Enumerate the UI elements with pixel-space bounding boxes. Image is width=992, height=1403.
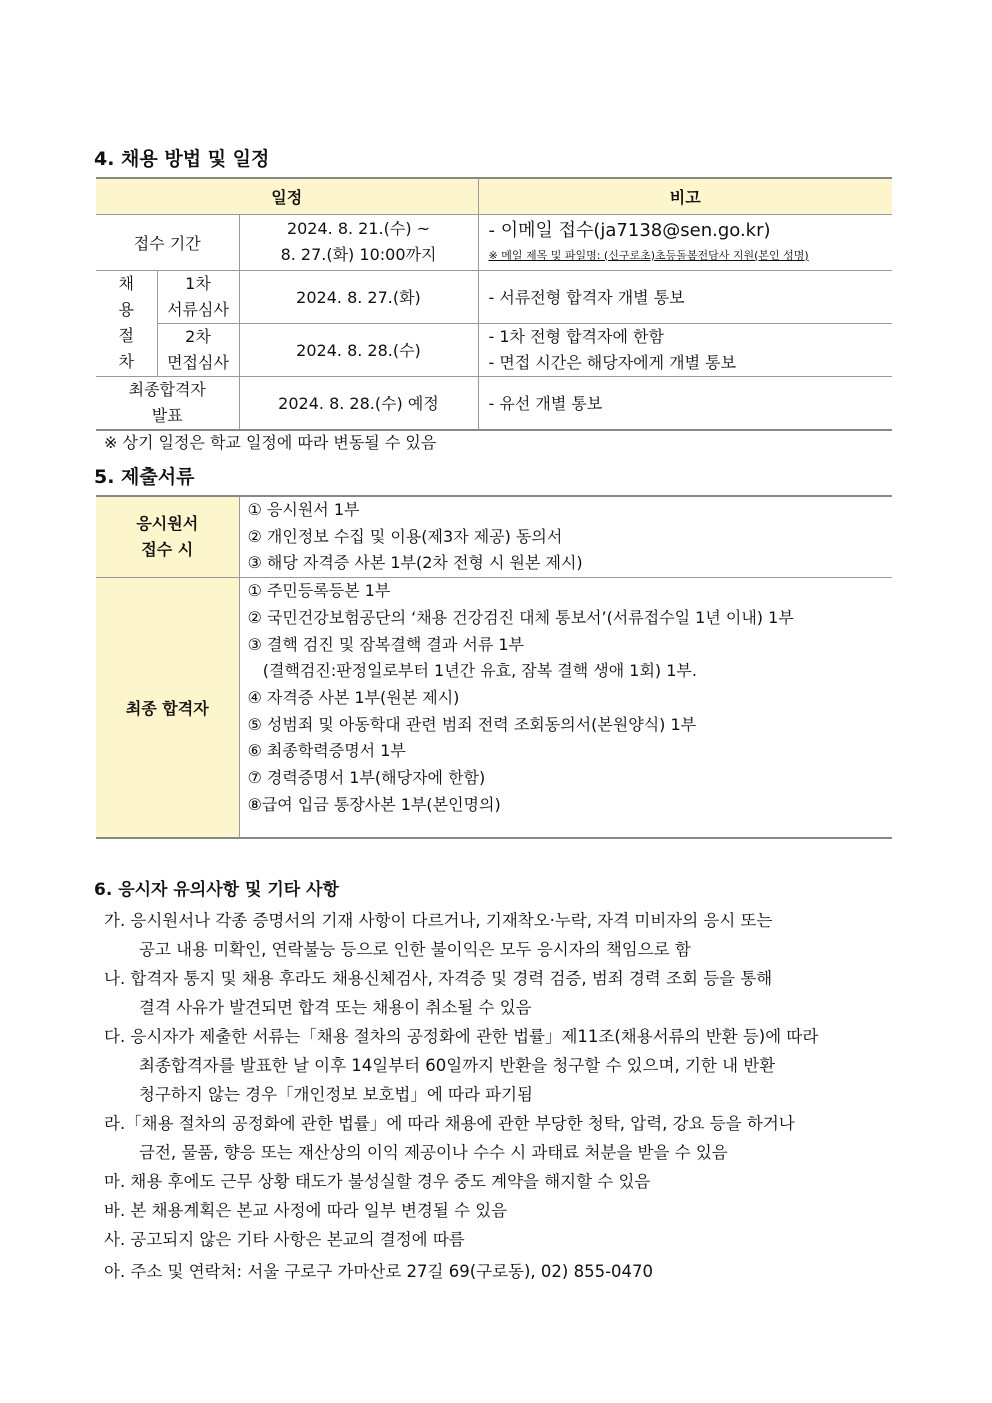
notice-item — [104, 1167, 884, 1196]
table-row — [96, 323, 892, 376]
final-date: 2024. 8. 28.(수) 예정 — [239, 376, 478, 430]
notice-item — [104, 1022, 884, 1109]
application-documents — [239, 496, 892, 578]
procedure-char: 용 — [118, 300, 134, 319]
document-item: ① 주민등록등본 1부 — [247, 581, 391, 601]
notice-line: 청구하지 않는 경우「개인정보 보호법」에 따라 파기됨 — [139, 1085, 533, 1104]
table-row — [96, 496, 892, 578]
table-row — [96, 214, 892, 270]
notice-item — [104, 1257, 884, 1286]
document-item: ② 국민건강보험공단의 ‘채용 건강검진 대체 통보서’(서류접수일 1년 이내) 1부 — [247, 607, 794, 627]
document-item: ① 응시원서 1부 — [247, 500, 360, 519]
first-stage-sublabel: 서류심사 — [167, 299, 229, 319]
procedure-label — [96, 270, 157, 376]
procedure-char: 차 — [118, 352, 134, 371]
application-label: 응시원서 — [136, 514, 199, 534]
final-note: - 유선 개별 통보 — [478, 376, 892, 430]
section4-title: 4. 채용 방법 및 일정 — [94, 148, 270, 170]
document-item: ③ 해당 자격증 사본 1부(2차 전형 시 원본 제시) — [247, 553, 583, 573]
first-stage-date: 2024. 8. 27.(화) — [239, 270, 478, 323]
procedure-char: 채 — [118, 274, 134, 293]
schedule-footnote: ※ 상기 일정은 학교 일정에 따라 변동될 수 있음 — [104, 433, 437, 452]
notice-line: 결격 사유가 발견되면 합격 또는 채용이 취소될 수 있음 — [139, 998, 532, 1017]
second-stage-label: 2차 — [185, 326, 211, 346]
document-item: ⑥ 최종학력증명서 1부 — [247, 741, 406, 761]
notice-item — [104, 906, 884, 964]
procedure-char: 절 — [118, 326, 134, 345]
table-row — [96, 578, 892, 838]
notice-line: 마. 채용 후에도 근무 상황 태도가 불성실할 경우 중도 계약을 해지할 수 있음 — [104, 1172, 651, 1191]
second-stage-note: - 1차 전형 합격자에 한함 — [488, 326, 664, 346]
receipt-label: 접수 기간 — [96, 214, 239, 270]
notice-item — [104, 1109, 884, 1167]
notice-item — [104, 1225, 884, 1254]
notice-line: 사. 공고되지 않은 기타 사항은 본교의 결정에 따름 — [104, 1230, 465, 1249]
email-note: - 이메일 접수(ja7138@sen.go.kr) — [488, 219, 771, 241]
final-documents — [239, 578, 892, 838]
notice-line: 아. 주소 및 연락처: 서울 구로구 가마산로 27길 69(구로동), 02) 855-0470 — [104, 1262, 654, 1281]
schedule-table — [96, 177, 892, 431]
email-subject-note: ※ 메일 제목 및 파일명: (신구로초)초등돌봄전담사 지원(본인 성명) — [488, 248, 809, 262]
header-remarks: 비고 — [478, 178, 892, 214]
receipt-date-end: 8. 27.(화) 10:00까지 — [280, 245, 437, 264]
notice-line: 다. 응시자가 제출한 서류는「채용 절차의 공정화에 관한 법률」제11조(채용서류의 반환 등)에 따라 — [104, 1027, 819, 1046]
final-documents-label: 최종 합격자 — [96, 578, 239, 838]
receipt-date-start: 2024. 8. 21.(수) ~ — [286, 219, 431, 238]
notice-list — [104, 906, 884, 1286]
notice-item — [104, 1196, 884, 1225]
first-stage-label: 1차 — [185, 273, 211, 293]
second-stage-date: 2024. 8. 28.(수) — [239, 323, 478, 376]
final-label: 최종합격자 — [128, 379, 206, 399]
notice-line: 공고 내용 미확인, 연락불능 등으로 인한 불이익은 모두 응시자의 책임으로 함 — [139, 940, 691, 959]
section5-title: 5. 제출서류 — [94, 466, 195, 488]
document-item: ⑧급여 입금 통장사본 1부(본인명의) — [247, 794, 501, 814]
notice-line: 최종합격자를 발표한 날 이후 14일부터 60일까지 반환을 청구할 수 있으며, 기한 내 반환 — [139, 1056, 776, 1075]
notice-item — [104, 964, 884, 1022]
document-item: ⑤ 성범죄 및 아동학대 관련 범죄 전력 조회동의서(본원양식) 1부 — [247, 714, 697, 734]
documents-table — [96, 495, 892, 839]
notice-line: 나. 합격자 통지 및 채용 후라도 채용신체검사, 자격증 및 경력 검증, 범죄 경력 조회 등을 통해 — [104, 969, 773, 988]
table-row — [96, 270, 892, 323]
header-schedule: 일정 — [96, 178, 478, 214]
notice-line: 금전, 물품, 향응 또는 재산상의 이익 제공이나 수수 시 과태료 처분을 받을 수 있음 — [139, 1143, 728, 1162]
document-item: ⑦ 경력증명서 1부(해당자에 한함) — [247, 768, 486, 788]
table-row — [96, 376, 892, 430]
notice-line: 라.「채용 절차의 공정화에 관한 법률」에 따라 채용에 관한 부당한 청탁, 압력, 강요 등을 하거나 — [104, 1114, 795, 1133]
document-item: ④ 자격증 사본 1부(원본 제시) — [247, 687, 460, 707]
document-item: (결핵검진:판정일로부터 1년간 유효, 잠복 결핵 생애 1회) 1부. — [247, 661, 697, 681]
final-sublabel: 발표 — [151, 405, 183, 425]
application-sublabel: 접수 시 — [141, 540, 194, 560]
first-stage-note: - 서류전형 합격자 개별 통보 — [478, 270, 892, 323]
second-stage-note: - 면접 시간은 해당자에게 개별 통보 — [488, 352, 737, 372]
document-item: ② 개인정보 수집 및 이용(제3자 제공) 동의서 — [247, 526, 563, 546]
notice-line: 바. 본 채용계획은 본교 사정에 따라 일부 변경될 수 있음 — [104, 1201, 508, 1220]
document-item: ③ 결핵 검진 및 잠복결핵 결과 서류 1부 — [247, 634, 525, 654]
notice-line: 가. 응시원서나 각종 증명서의 기재 사항이 다르거나, 기재착오·누락, 자격 미비자의 응시 또는 — [104, 911, 773, 930]
section6-title: 6. 응시자 유의사항 및 기타 사항 — [94, 880, 339, 900]
second-stage-sublabel: 면접심사 — [167, 352, 229, 372]
